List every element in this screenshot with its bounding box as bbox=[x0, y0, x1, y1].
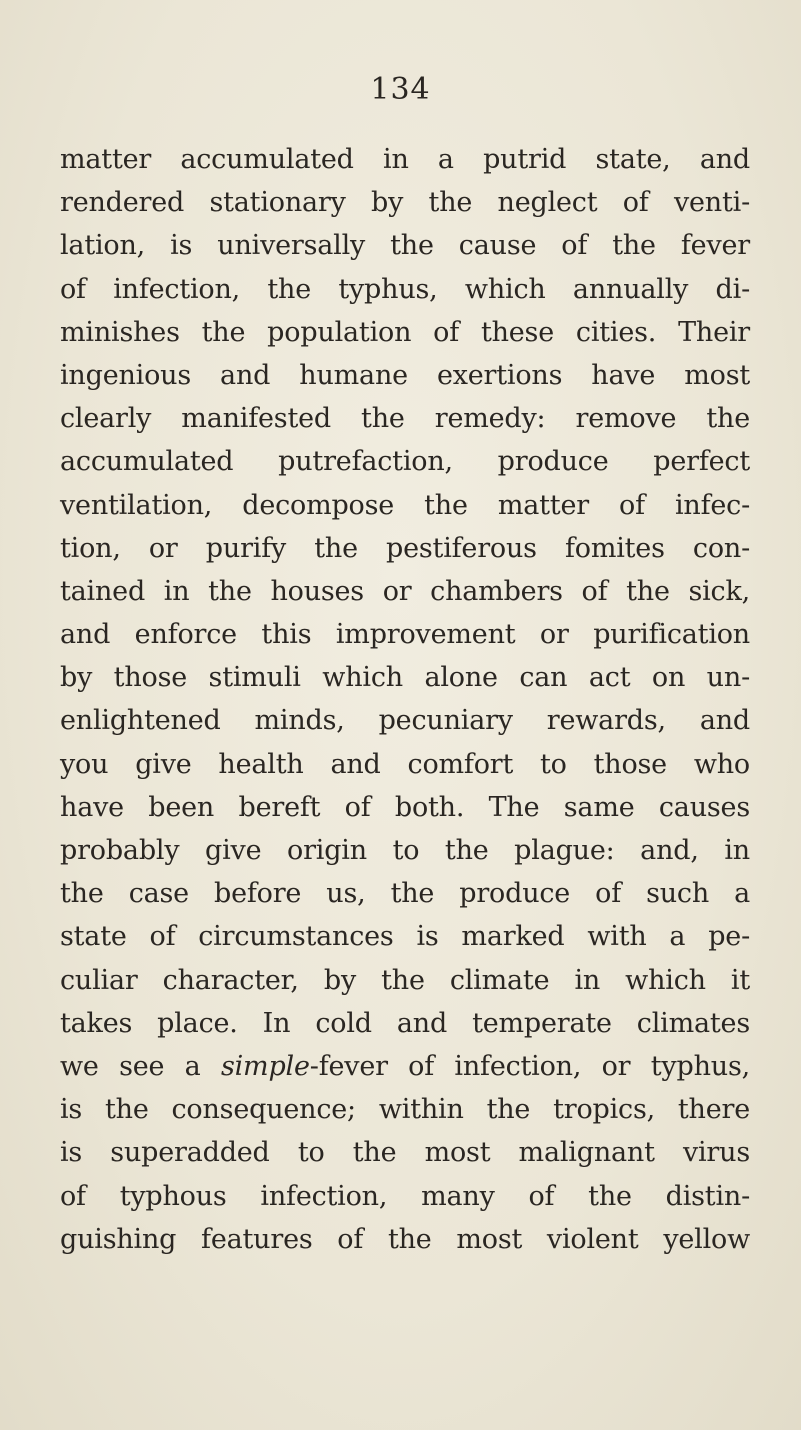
text-line-13: by those stimuli which alone can act on un- bbox=[60, 662, 750, 694]
text-line-16: have been bereft of both. The same causes bbox=[60, 791, 750, 823]
body-text bbox=[60, 138, 750, 1261]
text-line-25: of typhous infection, many of the distin- bbox=[60, 1180, 750, 1212]
text-line-22-start: we see a bbox=[60, 1050, 201, 1082]
text-line-22-end: -fever of infection, or typhus, bbox=[309, 1050, 750, 1082]
text-line-8: accumulated putrefaction, produce perfect bbox=[60, 446, 750, 478]
text-line-22 bbox=[60, 1045, 750, 1088]
text-line-1: matter accumulated in a putrid state, and bbox=[60, 144, 750, 175]
text-line-5: minishes the population of these cities. Their bbox=[60, 316, 750, 348]
text-line-23: is the consequence; within the tropics, there bbox=[60, 1094, 750, 1126]
page-number: 134 bbox=[370, 72, 431, 107]
text-line-18: the case before us, the produce of such a bbox=[60, 878, 750, 910]
text-line-7: clearly manifested the remedy: remove the bbox=[60, 403, 750, 435]
text-line-14: enlightened minds, pecuniary rewards, and bbox=[60, 705, 750, 737]
text-line-3: lation, is universally the cause of the fever bbox=[60, 230, 750, 262]
text-line-4: of infection, the typhus, which annually di- bbox=[60, 273, 750, 305]
text-line-15: you give health and comfort to those who bbox=[60, 748, 750, 780]
text-line-10: tion, or purify the pestiferous fomites con- bbox=[60, 532, 750, 564]
text-line-11: tained in the houses or chambers of the sick, bbox=[60, 575, 750, 607]
text-line-20: culiar character, by the climate in which it bbox=[60, 964, 750, 996]
text-line-9: ventilation, decompose the matter of infec- bbox=[60, 489, 750, 521]
text-line-12: and enforce this improvement or purification bbox=[60, 619, 750, 651]
text-line-21: takes place. In cold and temperate climates bbox=[60, 1007, 750, 1039]
italic-word-simple: simple bbox=[220, 1050, 310, 1082]
text-line-17: probably give origin to the plague: and, in bbox=[60, 835, 750, 866]
text-line-6: ingenious and humane exertions have most bbox=[60, 359, 750, 391]
text-line-26: guishing features of the most violent yellow bbox=[60, 1223, 750, 1255]
text-line-2: rendered stationary by the neglect of venti- bbox=[60, 187, 750, 219]
text-line-24: is superadded to the most malignant virus bbox=[60, 1137, 750, 1169]
text-line-19: state of circumstances is marked with a pe- bbox=[60, 921, 750, 953]
